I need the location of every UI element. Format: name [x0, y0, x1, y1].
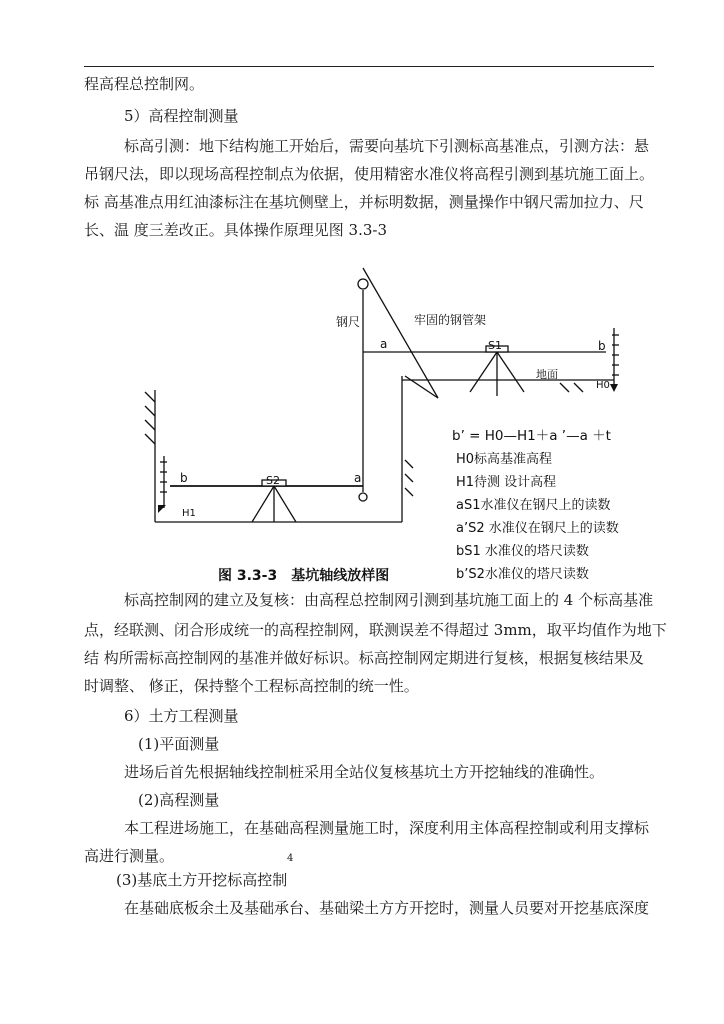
text-line: 高进行测量。: [84, 847, 175, 865]
text-line: 标 高基准点用红油漆标注在基坑侧壁上，并标明数据，测量操作中钢尺需加拉力、尺: [84, 193, 644, 211]
text-line: 程高程总控制网。: [84, 75, 205, 93]
label-a: a: [380, 337, 388, 351]
text-line: 本工程进场施工，在基础高程测量施工时，深度利用主体高程控制或利用支撑标: [124, 819, 650, 837]
figure-caption: 图 3.3-3 基坑轴线放样图: [218, 568, 390, 584]
legend-item: H0标高基准高程: [456, 452, 553, 467]
label-h0: H0: [596, 380, 610, 391]
text-line: 在基础底板余土及基础承台、基础梁土方方开挖时，测量人员要对开挖基底深度: [124, 899, 650, 917]
subsection-heading: (2)高程测量: [138, 791, 220, 809]
legend-item: aS1水准仪在钢尺上的读数: [456, 498, 611, 513]
text-line: 时调整、 修正，保持整个工程标高控制的统一性。: [84, 677, 419, 695]
label-b: b: [598, 339, 606, 353]
label-steel-ruler: 钢尺: [336, 315, 361, 329]
label-s1: S1: [488, 339, 502, 352]
label-h1: H1: [182, 508, 196, 519]
label-ground: 地面: [536, 368, 558, 381]
text-line: 结 构所需标高控制网的基准并做好标识。标高控制网定期进行复核，根据复核结果及: [84, 649, 644, 667]
section-heading: 5）高程控制测量: [124, 107, 239, 125]
text-line: 标高引测：地下结构施工开始后，需要向基坑下引测标高基准点，引测方法：悬: [124, 137, 650, 155]
formula: b’ = H0—H1＋a ’—a ＋t: [452, 428, 611, 444]
text-line: 点，经联测、闭合形成统一的高程控制网，联测误差不得超过 3mm，取平均值作为地下: [84, 621, 667, 639]
subsection-heading: (3)基底土方开挖标高控制: [116, 871, 288, 889]
text-line: 进场后首先根据轴线控制桩采用全站仪复核基坑土方开挖轴线的准确性。: [124, 763, 605, 781]
legend-item: H1待测 设计高程: [456, 475, 557, 490]
page-number: 4: [287, 853, 294, 864]
text-line: 标高控制网的建立及复核：由高程总控制网引测到基坑施工面上的 4 个标高基准: [124, 591, 654, 609]
label-a-prime: a: [354, 471, 362, 485]
legend-item: bS1 水准仪的塔尺读数: [456, 544, 589, 559]
subsection-heading: (1)平面测量: [138, 735, 220, 753]
legend-item: b’S2水准仪的塔尺读数: [456, 567, 589, 582]
legend-item: a’S2 水准仪在钢尺上的读数: [456, 521, 619, 536]
label-s2: S2: [266, 474, 280, 487]
text-line: 长、温 度三差改正。具体操作原理见图 3.3-3: [84, 221, 388, 239]
section-heading: 6）土方工程测量: [124, 707, 239, 725]
pipe-frame: [363, 268, 438, 398]
label-b-prime: b: [180, 471, 188, 485]
text-line: 吊钢尺法，即以现场高程控制点为依据，使用精密水准仪将高程引测到基坑施工面上。: [84, 165, 655, 183]
label-pipe-frame: 牢固的钢管架: [414, 313, 487, 327]
